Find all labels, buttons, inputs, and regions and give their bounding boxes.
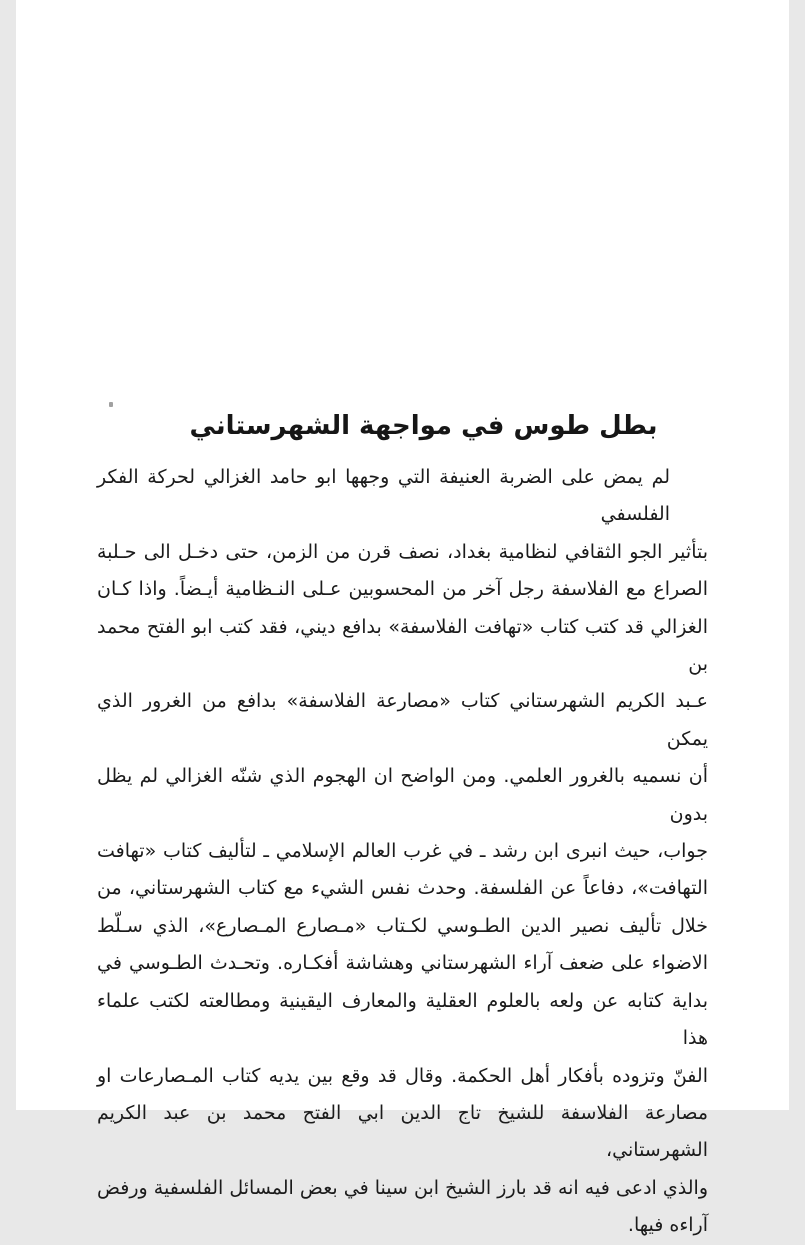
paragraph-line: الغزالي قد كتب كتاب «تهافت الفلاسفة» بدافع ديني، فقد كتب ابو الفتح محمد بن (97, 615, 708, 676)
chapter-title: بطل طوس في مواجهة الشهرستاني (189, 411, 658, 442)
paragraph-line: بداية كتابه عن ولعه بالعلوم العقلية والمعارف اليقينية ومطالعته لكتب علماء هذا (97, 989, 708, 1050)
paragraph-line: الصراع مع الفلاسفة رجل آخر من المحسوبين عـلى النـظامية أيـضاً. واذا كـان (97, 578, 708, 601)
paragraph-line: آراءه فيها. (627, 1214, 708, 1237)
paragraph-line: خلال تأليف نصير الدين الطـوسي لكـتاب «مـصارع المـصارع»، الذي سـلّط (97, 914, 708, 937)
paragraph-line: مصارعة الفلاسفة للشيخ تاج الدين ابي الفتح محمد بن عبد الكريم الشهرستاني، (97, 1101, 708, 1162)
paragraph-line: الفنّ وتزوده بأفكار أهل الحكمة. وقال قد وقع بين يديه كتاب المـصارعات او (97, 1064, 708, 1087)
paragraph-line: بتأثير الجو الثقافي لنظامية بغداد، نصف قرن من الزمن، حتى دخـل الى حـلبة (97, 540, 708, 563)
body-paragraph (97, 459, 708, 1245)
paragraph-line: الاضواء على ضعف آراء الشهرستاني وهشاشة أفكـاره. وتحـدث الطـوسي في (97, 952, 708, 975)
paragraph-line: أن نسميه بالغرور العلمي. ومن الواضح ان الهجوم الذي شنّه الغزالي لم يظل بدون (97, 765, 708, 825)
book-page (16, 0, 789, 1237)
scan-artifact-dot (109, 402, 113, 407)
paragraph-line: التهافت»، دفاعاً عن الفلسفة. وحدث نفس الشيء مع كتاب الشهرستاني، من (97, 877, 708, 900)
paragraph-line: لم يمض على الضربة العنيفة التي وجهها ابو حامد الغزالي لحركة الفكر الفلسفي (97, 466, 670, 526)
paragraph-line: عـبد الكريم الشهرستاني كتاب «مصارعة الفلاسفة» بدافع من الغرور الذي يمكن (97, 690, 708, 750)
paragraph-line: جواب، حيث انبرى ابن رشد ـ في غرب العالم الإسلامي ـ لتأليف كتاب «تهافت (97, 840, 708, 863)
paragraph-line: والذي ادعى فيه انه قد بارز الشيخ ابن سينا في بعض المسائل الفلسفية ورفض (97, 1176, 708, 1199)
